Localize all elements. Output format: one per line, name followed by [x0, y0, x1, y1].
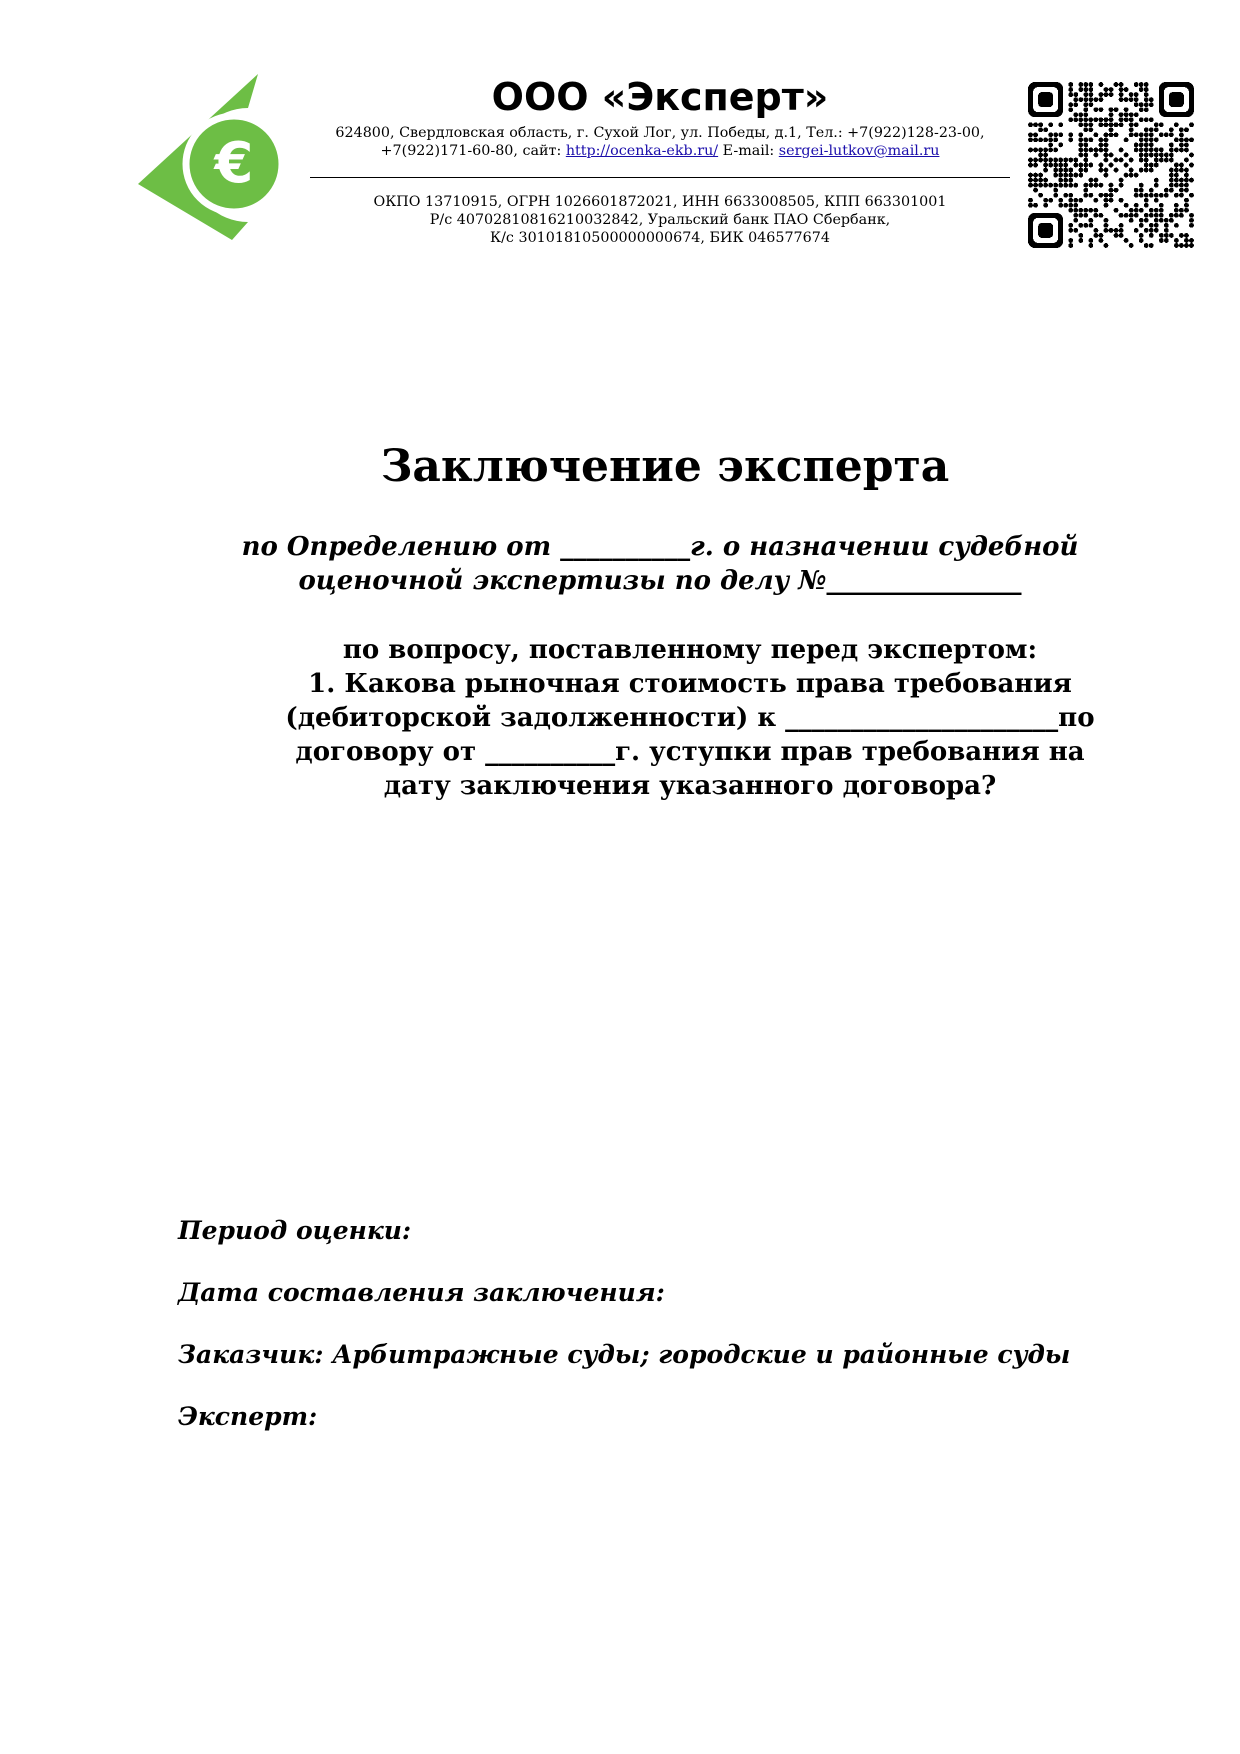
question-line-4: дату заключения указанного договора?: [383, 771, 997, 801]
site-link[interactable]: http://ocenka-ekb.ru/: [565, 143, 719, 159]
field-customer: Заказчик: Арбитражные суды; городские и районные суды: [178, 1340, 1071, 1369]
email-label: E-mail:: [718, 143, 779, 159]
company-header: [310, 74, 1010, 160]
document-subtitle: [180, 530, 1140, 598]
subtitle-line-2: оценочной экспертизы по делу №_______________: [298, 566, 1022, 596]
address-line-1: 624800, Свердловская область, г. Сухой Лог, ул. Победы, д.1, Тел.: +7(922)128-23-00,: [335, 125, 985, 141]
requisites-line-2: Р/с 40702810816210032842, Уральский банк ПАО Сбербанк,: [429, 212, 891, 228]
euro-logo-icon: [130, 72, 300, 257]
document-title: Заключение эксперта: [380, 441, 950, 492]
question-line-2: (дебиторской задолженности) к _____________________по: [285, 703, 1095, 733]
address-line-2: [310, 142, 1010, 160]
field-expert: Эксперт:: [178, 1402, 318, 1431]
question-line-3: договору от __________г. уступки прав требования на: [295, 737, 1085, 767]
subtitle-line-1: по Определению от __________г. о назначении судебной: [241, 532, 1079, 562]
address-phone: +7(922)171-60-80, сайт:: [380, 143, 566, 159]
requisites-line-3: К/с 30101810500000000674, БИК 046577674: [490, 230, 830, 246]
field-date: Дата составления заключения:: [178, 1278, 665, 1307]
svg-text:€: €: [214, 131, 254, 196]
email-link[interactable]: sergei-lutkov@mail.ru: [778, 143, 940, 159]
question-line-1: 1. Какова рыночная стоимость права требования: [308, 669, 1072, 699]
field-period: Период оценки:: [178, 1216, 412, 1245]
qr-code-icon: [1028, 82, 1194, 248]
company-requisites: [310, 193, 1010, 247]
expert-question: [240, 633, 1140, 803]
company-name: ООО «Эксперт»: [491, 75, 829, 119]
report-fields: [178, 1215, 1178, 1463]
question-intro: по вопросу, поставленному перед экспертом:: [342, 635, 1038, 665]
header-divider: [310, 177, 1010, 178]
requisites-line-1: ОКПО 13710915, ОГРН 1026601872021, ИНН 6633008505, КПП 663301001: [373, 194, 947, 210]
company-address: [310, 124, 1010, 160]
